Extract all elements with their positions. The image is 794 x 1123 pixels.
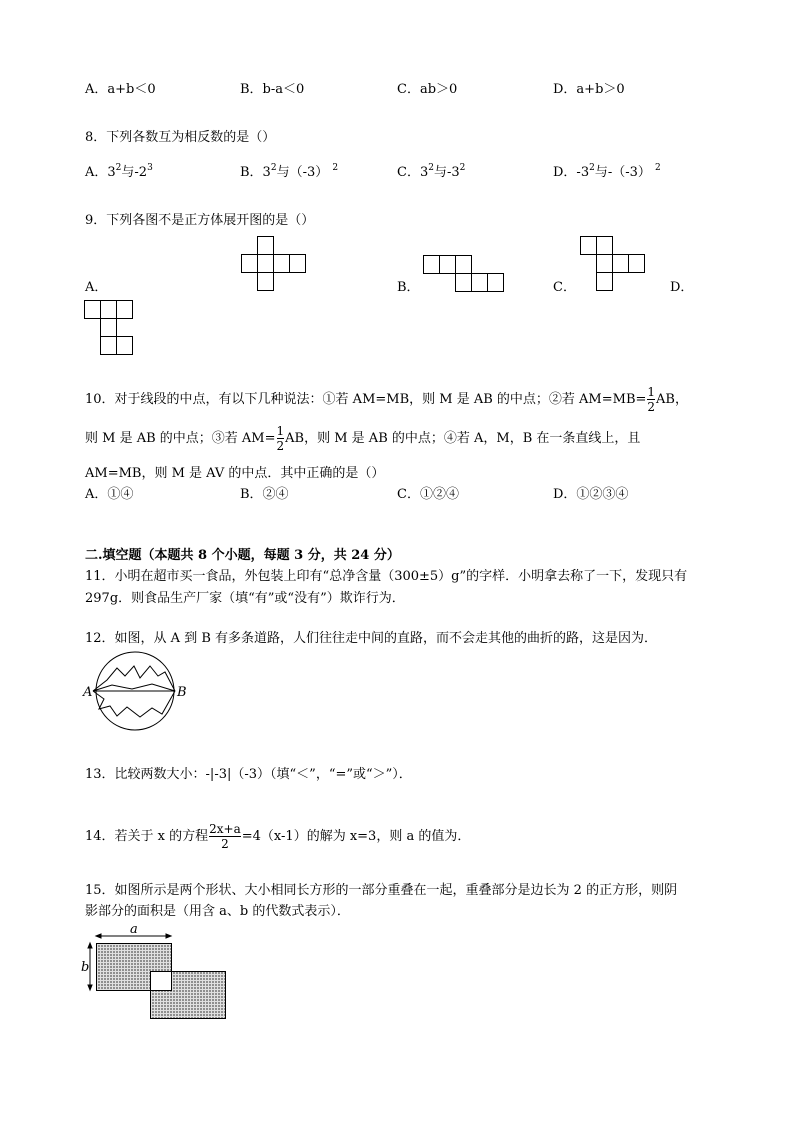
- q10-line-3: AM=MB，则 M 是 AV 的中点．其中正确的是（）: [85, 466, 385, 481]
- q13-stem: 13．比较两数大小：-|-3|（-3）（填“＜”，“=”或“＞”）．: [85, 767, 412, 782]
- q9-option-b: B．: [397, 280, 420, 295]
- cube-net-a-figure: [240, 235, 310, 295]
- q10-option-a: A．①④: [85, 487, 134, 502]
- q12-paths-figure: [82, 654, 192, 734]
- point-a-label: A: [83, 685, 93, 700]
- q8-option-c: C．$3^2$与$-3^2$: [397, 163, 466, 180]
- cube-net-c-figure: [578, 234, 648, 294]
- q8-option-b: B．$3^2$与（-3） $^2$: [240, 163, 339, 180]
- q12-stem: 12．如图，从 A 到 B 有多条道路，人们往往走中间的直路，而不会走其他的曲折的路，这是因为．: [85, 631, 658, 646]
- side-b-label: b: [81, 960, 90, 975]
- q7-option-d: D．a+b＞0: [553, 82, 625, 97]
- q10-line-1: 10．对于线段的中点，有以下几种说法：①若 AM=MB，则 M 是 AB 的中点；②若 AM=MB= $\frac{1}{2}$ AB，: [85, 385, 688, 414]
- q15-line-1: 15．如图所示是两个形状、大小相同长方形的一部分重叠在一起，重叠部分是边长为 2 的正方形，则阴: [85, 883, 678, 898]
- q9-option-c: C．: [553, 280, 576, 295]
- q11-line-1: 11．小明在超市买一食品，外包装上印有“总净含量（300±5）g”的字样．小明拿去称了一下，发现只有: [85, 569, 688, 584]
- overlap-square: [151, 972, 172, 991]
- q9-option-d: D．: [670, 280, 694, 295]
- q10-option-d: D．①②③④: [553, 487, 629, 502]
- q8-option-d: D．$-3^2$与-（-3） $^2$: [553, 163, 661, 180]
- q11-line-2: 297g．则食品生产厂家（填“有”或“没有”）欺诈行为．: [85, 591, 405, 606]
- q15-line-2: 影部分的面积是（用含 a、b 的代数式表示）．: [85, 904, 350, 919]
- q15-overlap-figure: [80, 924, 230, 1022]
- fraction-half: $\frac{1}{2}$: [647, 385, 656, 414]
- q7-option-b: B．b-a＜0: [240, 82, 305, 97]
- q7-option-c: C．ab＞0: [397, 82, 458, 97]
- section-heading: 二.填空题（本题共 8 个小题，每题 3 分，共 24 分）: [85, 548, 400, 563]
- q10-line-2: 则 M 是 AB 的中点；③若 AM= $\frac{1}{2}$ AB，则 M 是 AB 的中点；④若 A，M，B 在一条直线上，且: [85, 424, 641, 453]
- side-a-label: a: [130, 922, 138, 937]
- fraction-2x-plus-a-over-2: $\frac{2x+a}{2}$: [209, 822, 241, 851]
- cube-net-d-figure: [83, 299, 139, 359]
- q10-option-b: B．②④: [240, 487, 289, 502]
- q14-stem: 14．若关于 x 的方程 $\frac{2x+a}{2}$ =4（x-1）的解为 x=3，则 a 的值为．: [85, 822, 471, 851]
- q10-option-c: C．①②④: [397, 487, 459, 502]
- cube-net-b-figure: [420, 253, 506, 295]
- q7-option-a: A．a+b＜0: [85, 82, 156, 97]
- q8-option-a: A．$3^2$与$-2^3$: [85, 163, 153, 180]
- point-b-label: B: [177, 685, 187, 700]
- q8-stem: 8．下列各数互为相反数的是（）: [85, 130, 276, 145]
- q9-option-a: A．: [85, 280, 108, 295]
- fraction-half: $\frac{1}{2}$: [276, 424, 285, 453]
- q9-stem: 9．下列各图不是正方体展开图的是（）: [85, 213, 315, 228]
